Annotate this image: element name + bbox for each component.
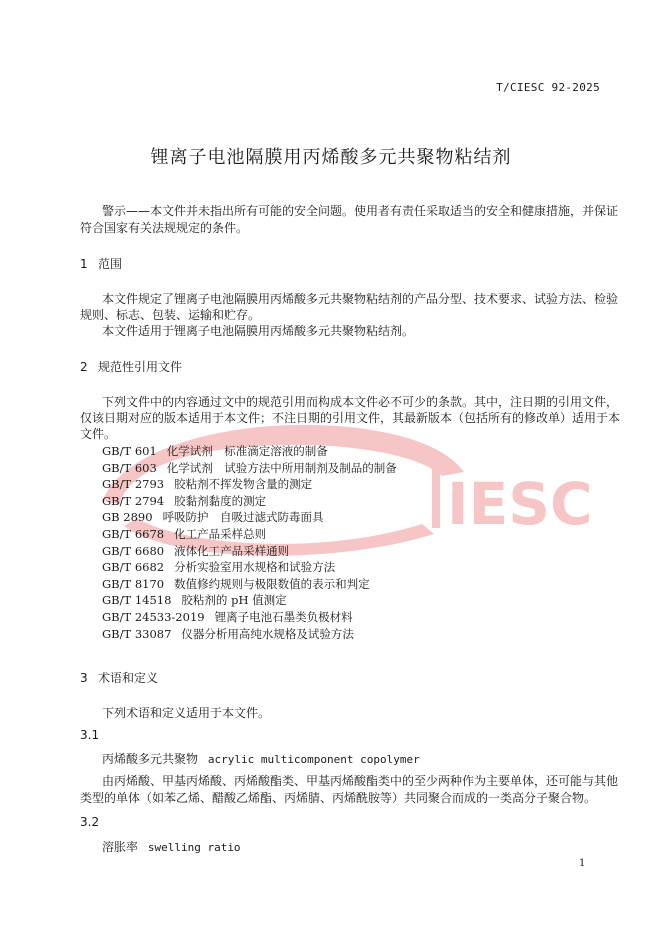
reference-item	[102, 460, 397, 477]
standard-code: T/CIESC 92-2025	[496, 81, 600, 94]
reference-item	[102, 526, 397, 543]
reference-code: GB/T 24533-2019	[102, 609, 205, 624]
reference-title: 胶黏剂黏度的测定	[174, 493, 267, 508]
reference-title: 呼吸防护 自吸过滤式防毒面具	[162, 510, 324, 525]
references-intro-line-3: 文件。	[80, 427, 117, 441]
reference-title: 化工产品采样总则	[174, 526, 267, 541]
section-number: 3	[80, 671, 88, 685]
section-title: 范围	[98, 257, 123, 271]
reference-code: GB 2890	[102, 510, 153, 525]
reference-code: GB/T 603	[102, 460, 157, 475]
scope-para-2: 本文件适用于锂离子电池隔膜用丙烯酸多元共聚物粘结剂。	[102, 324, 415, 338]
section-3-heading	[80, 669, 158, 686]
reference-item	[102, 493, 397, 510]
reference-item	[102, 509, 397, 526]
term-definition-line-1: 由丙烯酸、甲基丙烯酸、丙烯酸酯类、甲基丙烯酸酯类中的至少两种作为主要单体，还可能与其他	[102, 774, 619, 788]
term-english: swelling ratio	[147, 841, 241, 854]
section-title: 术语和定义	[98, 671, 159, 685]
reference-title: 化学试剂 标准滴定溶液的制备	[166, 444, 328, 458]
term-number: 3.2	[80, 815, 100, 829]
reference-item	[102, 559, 397, 576]
term-definition-line-2: 类型的单体（如苯乙烯、醋酸乙烯酯、丙烯腈、丙烯酰胺等）共同聚合而成的一类高分子聚合物。	[80, 791, 597, 805]
document-title: 锂离子电池隔膜用丙烯酸多元共聚物粘结剂	[150, 147, 512, 168]
warning-line-2: 符合国家有关法规规定的条件。	[80, 221, 249, 235]
reference-title: 锂离子电池石墨类负极材料	[214, 609, 353, 624]
scope-para-1-line-2: 规则、标志、包装、运输和贮存。	[80, 308, 261, 322]
reference-item	[102, 543, 397, 560]
reference-item	[102, 592, 397, 609]
terms-intro: 下列术语和定义适用于本文件。	[102, 706, 271, 720]
term-chinese: 溶胀率	[102, 840, 139, 854]
reference-code: GB/T 14518	[102, 593, 172, 608]
section-1-heading	[80, 255, 122, 272]
warning-line-1: 警示——本文件并未指出所有可能的安全问题。使用者有责任采取适当的安全和健康措施，并保证	[102, 204, 619, 218]
reference-title: 液体化工产品采样通则	[174, 543, 290, 558]
reference-title: 胶粘剂的 pH 值测定	[181, 593, 287, 608]
reference-code: GB/T 2793	[102, 477, 165, 492]
reference-title: 化学试剂 试验方法中所用制剂及制品的制备	[166, 460, 397, 475]
term-heading	[102, 838, 241, 857]
page-number: 1	[579, 858, 586, 869]
reference-title: 胶粘剂不挥发物含量的测定	[174, 477, 313, 492]
references-intro-line-1: 下列文件中的内容通过文中的规范引用而构成本文件必不可少的条款。其中，注日期的引用文件，	[102, 395, 619, 409]
reference-item	[102, 476, 397, 493]
term-chinese: 丙烯酸多元共聚物	[102, 752, 199, 766]
section-title: 规范性引用文件	[98, 360, 183, 374]
reference-code: GB/T 6678	[102, 526, 165, 541]
reference-title: 分析实验室用水规格和试验方法	[174, 560, 336, 575]
reference-item	[102, 609, 397, 626]
section-number: 2	[80, 360, 88, 374]
scope-para-1-line-1: 本文件规定了锂离子电池隔膜用丙烯酸多元共聚物粘结剂的产品分型、技术要求、试验方法、检验	[102, 292, 619, 306]
term-heading	[102, 750, 420, 769]
reference-title: 数值修约规则与极限数值的表示和判定	[174, 576, 370, 591]
watermark-text: IESC	[447, 470, 593, 538]
reference-code: GB/T 33087	[102, 626, 172, 641]
reference-code: GB/T 8170	[102, 576, 165, 591]
reference-code: GB/T 6682	[102, 560, 165, 575]
section-number: 1	[80, 257, 88, 271]
reference-code: GB/T 601	[102, 444, 157, 458]
section-2-heading	[80, 358, 182, 375]
reference-item	[102, 576, 397, 593]
term-english: acrylic multicomponent copolymer	[207, 753, 420, 766]
references-intro-line-2: 仅该日期对应的版本适用于本文件；不注日期的引用文件，其最新版本（包括所有的修改单）适用于本	[80, 411, 621, 425]
reference-list	[102, 443, 397, 642]
reference-item	[102, 626, 397, 643]
reference-code: GB/T 6680	[102, 543, 165, 558]
reference-title: 仪器分析用高纯水规格及试验方法	[181, 626, 354, 641]
reference-code: GB/T 2794	[102, 493, 165, 508]
reference-item	[102, 443, 397, 460]
term-number: 3.1	[80, 728, 100, 742]
